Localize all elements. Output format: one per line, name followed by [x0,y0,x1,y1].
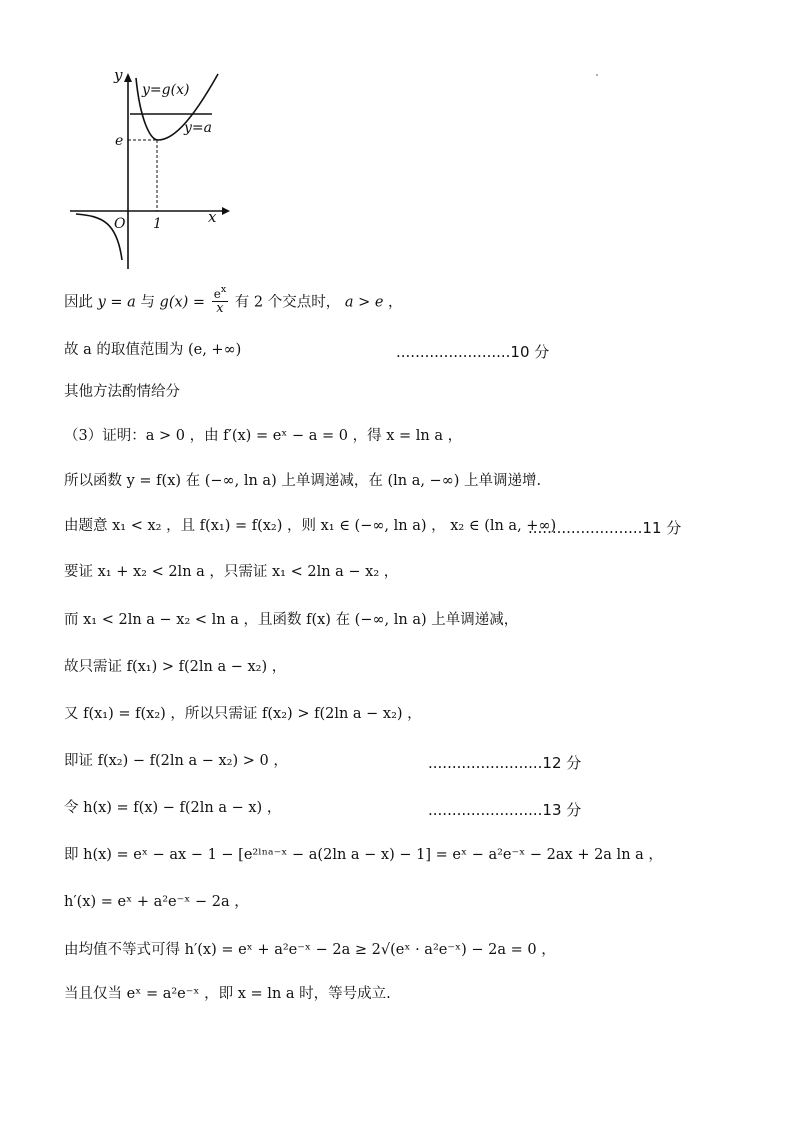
l1-text-c: 有 2 个交点时， [234,294,341,311]
l1-frac-e: e [213,287,221,301]
line-am-gm: 由均值不等式可得 h′(x) = eˣ + a²e⁻ˣ − 2a ≥ 2√(eˣ · a²e⁻ˣ) − 2a = 0 ， [64,942,556,958]
score-13: ........................13 分 [428,801,582,819]
l1-comma: ， [388,294,403,311]
line-part3-proof: （3）证明：a > 0 ，由 f′(x) = eˣ − a = 0 ，得 x = ln a ， [64,428,463,444]
stray-mark [596,74,598,76]
l1-frac-exp: x [220,284,227,295]
label-e: e [115,133,124,149]
label-line: y=a [184,120,212,136]
line-given: 由题意 x₁ < x₂ ，且 f(x₁) = f(x₂) ，则 x₁ ∈ (−∞, ln a) ， x₂ ∈ (ln a, +∞) [64,518,557,534]
label-curve: y=g(x) [142,82,190,98]
line-equality: 当且仅当 eˣ = a²e⁻ˣ ，即 x = ln a 时，等号成立. [64,986,391,1002]
label-x: x [208,208,217,226]
x-axis-arrow [222,207,230,215]
line-h-derivative: h′(x) = eˣ + a²e⁻ˣ − 2a ， [64,894,249,910]
line-other-methods: 其他方法酌情给分 [64,384,180,400]
function-graph [62,64,232,274]
line-decreasing: 而 x₁ < 2ln a − x₂ < ln a ，且函数 f(x) 在 (−∞, ln a) 上单调递减， [64,612,519,628]
l1-frac-den: x [216,301,224,317]
score-11: ........................11 分 [528,519,682,537]
line-prove-positive: 即证 f(x₂) − f(2ln a − x₂) > 0 ， [64,753,288,769]
line-monotonic: 所以函数 y = f(x) 在 (−∞, ln a) 上单调递减，在 (ln a, −∞) 上单调递增. [64,473,542,489]
line-to-prove: 要证 x₁ + x₂ < 2ln a ，只需证 x₁ < 2ln a − x₂ ， [64,564,399,580]
score-12: ........................12 分 [428,754,582,772]
graph-svg [62,64,232,274]
l1-text-a: 因此 [64,294,93,311]
line-range: 故 a 的取值范围为 (e, +∞) [64,342,242,358]
l1-gx: g(x) = [159,294,206,311]
score-10: ........................10 分 [396,343,550,361]
line-need-prove: 故只需证 f(x₁) > f(2ln a − x₂) ， [64,659,287,675]
l1-a-gt-e: a > e [344,294,384,311]
label-y: y [114,66,123,84]
line-intersections [64,284,403,317]
label-one: 1 [153,216,162,232]
l1-fraction [212,284,228,317]
line-h-expansion: 即 h(x) = eˣ − ax − 1 − [e²ˡⁿᵃ⁻ˣ − a(2ln a − x) − 1] = eˣ − a²e⁻ˣ − 2ax + 2a ln a ， [64,847,663,863]
l1-text-b: 与 [140,294,155,311]
label-origin: O [114,216,126,232]
l1-eq-ya: y = a [97,294,136,311]
line-equal-values: 又 f(x₁) = f(x₂) ，所以只需证 f(x₂) > f(2ln a − x₂) ， [64,706,422,722]
y-axis-arrow [124,73,132,82]
line-define-h: 令 h(x) = f(x) − f(2ln a − x) ， [64,800,282,816]
